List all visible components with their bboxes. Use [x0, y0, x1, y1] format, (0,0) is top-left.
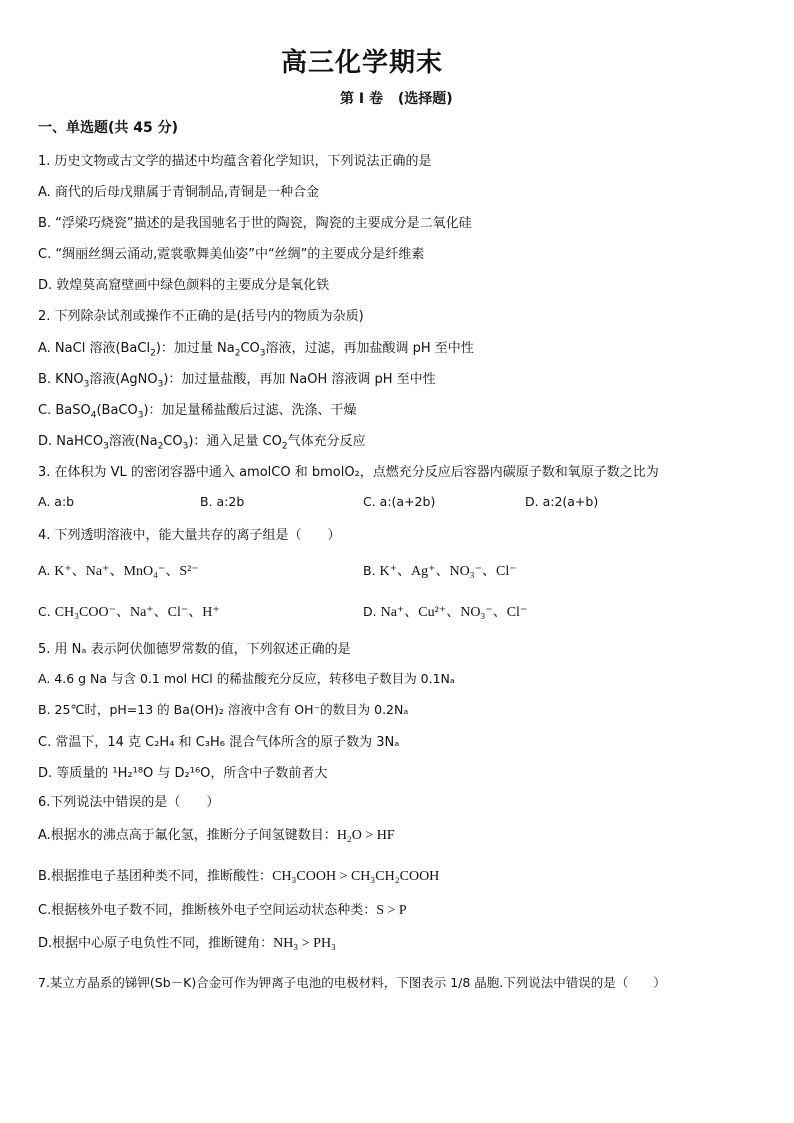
q4-option-a: A. K⁺、Na⁺、MnO₄⁻、S²⁻: [38, 563, 199, 579]
q1-option-c: C. “绸丽丝绸云涌动,霓裳歌舞美仙姿”中“丝绸”的主要成分是纤维素: [38, 247, 425, 262]
volume-heading: [340, 88, 463, 108]
q4-option-c: C. CH₃COO⁻、Na⁺、Cl⁻、H⁺: [38, 604, 220, 620]
q1-option-d: D. 敦煌莫高窟壁画中绿色颜料的主要成分是氧化铁: [38, 278, 330, 293]
q3-option-c: C. a:(a+2b): [363, 494, 436, 509]
q2-option-d: D. NaHCO$_3$溶液$(Na_2CO_3)$：通入足量 $CO_2$气体充分反应: [38, 434, 366, 452]
q5-stem: 5. 用 Nₐ 表示阿伏伽德罗常数的值，下列叙述正确的是: [38, 642, 351, 657]
q4-option-d: D. Na⁺、Cu²⁺、NO₃⁻、Cl⁻: [363, 604, 528, 620]
q2-stem: 2. 下列除杂试剂或操作不正确的是(括号内的物质为杂质): [38, 309, 364, 324]
volume-note: (选择题): [397, 91, 453, 107]
section-heading: 一、单选题(共 45 分): [38, 120, 179, 136]
q6-option-b: B.根据推电子基团种类不同，推断酸性：CH₃COOH > CH₃CH₂COOH: [38, 869, 440, 884]
q3-option-a: A. a:b: [38, 494, 75, 509]
q6-option-d: D.根据中心原子电负性不同，推断键角：NH₃ > PH₃: [38, 936, 336, 951]
q5-option-d: D. 等质量的 ¹H₂¹⁸O 与 D₂¹⁶O，所含中子数前者大: [38, 766, 328, 781]
q4-option-b: B. K⁺、Ag⁺、NO₃⁻、Cl⁻: [363, 563, 517, 579]
q1-option-b: B. “浮梁巧烧瓷”描述的是我国驰名于世的陶瓷，陶瓷的主要成分是二氧化硅: [38, 216, 472, 231]
q5-option-b: B. 25℃时，pH=13 的 Ba(OH)₂ 溶液中含有 OH⁻的数目为 0.2Nₐ: [38, 702, 409, 717]
q3-option-d: D. a:2(a+b): [525, 494, 599, 509]
q4-stem: 4. 下列透明溶液中，能大量共存的离子组是（ ）: [38, 528, 341, 543]
q5-option-a: A. 4.6 g Na 与含 0.1 mol HCl 的稀盐酸充分反应，转移电子数目为 0.1Nₐ: [38, 671, 455, 686]
q6-option-c: C.根据核外电子数不同，推断核外电子空间运动状态种类：S > P: [38, 903, 407, 918]
q6-stem: 6.下列说法中错误的是（ ）: [38, 795, 220, 810]
volume-label: 第 I 卷: [340, 91, 383, 107]
exam-title: 高三化学期末: [280, 48, 443, 78]
q1-stem: 1. 历史文物或古文学的描述中均蕴含着化学知识，下列说法正确的是: [38, 154, 432, 169]
q3-stem: 3. 在体积为 VL 的密闭容器中通入 amolCO 和 bmolO₂，点燃充分反应后容器内碳原子数和氧原子数之比为: [38, 465, 659, 480]
q2-option-b: B. $KNO_3$溶液(AgNO$_3$)：加过量盐酸，再加 NaOH 溶液调 pH 至中性: [38, 372, 436, 390]
q6-option-a: A.根据水的沸点高于氟化氢，推断分子间氢键数目：H₂O > HF: [38, 828, 395, 843]
q5-option-c: C. 常温下，14 克 C₂H₄ 和 C₃H₆ 混合气体所含的原子数为 3Nₐ: [38, 735, 400, 750]
q3-option-b: B. a:2b: [200, 494, 245, 509]
q7-stem: 7.某立方晶系的锑钾(Sb－K)合金可作为钾离子电池的电极材料，下图表示 1/8 晶胞.下列说法中错误的是（ ）: [38, 975, 666, 990]
q1-option-a: A. 商代的后母戊鼎属于青铜制品,青铜是一种合金: [38, 185, 320, 200]
q2-option-a: A. NaCl 溶液(BaCl$_2$)：加过量 $Na_2CO_3$溶液，过滤，再加盐酸调 pH 至中性: [38, 341, 474, 359]
q2-option-c: C. BaSO$_4$(BaCO$_3$)：加足量稀盐酸后过滤、洗涤、干燥: [38, 403, 357, 421]
